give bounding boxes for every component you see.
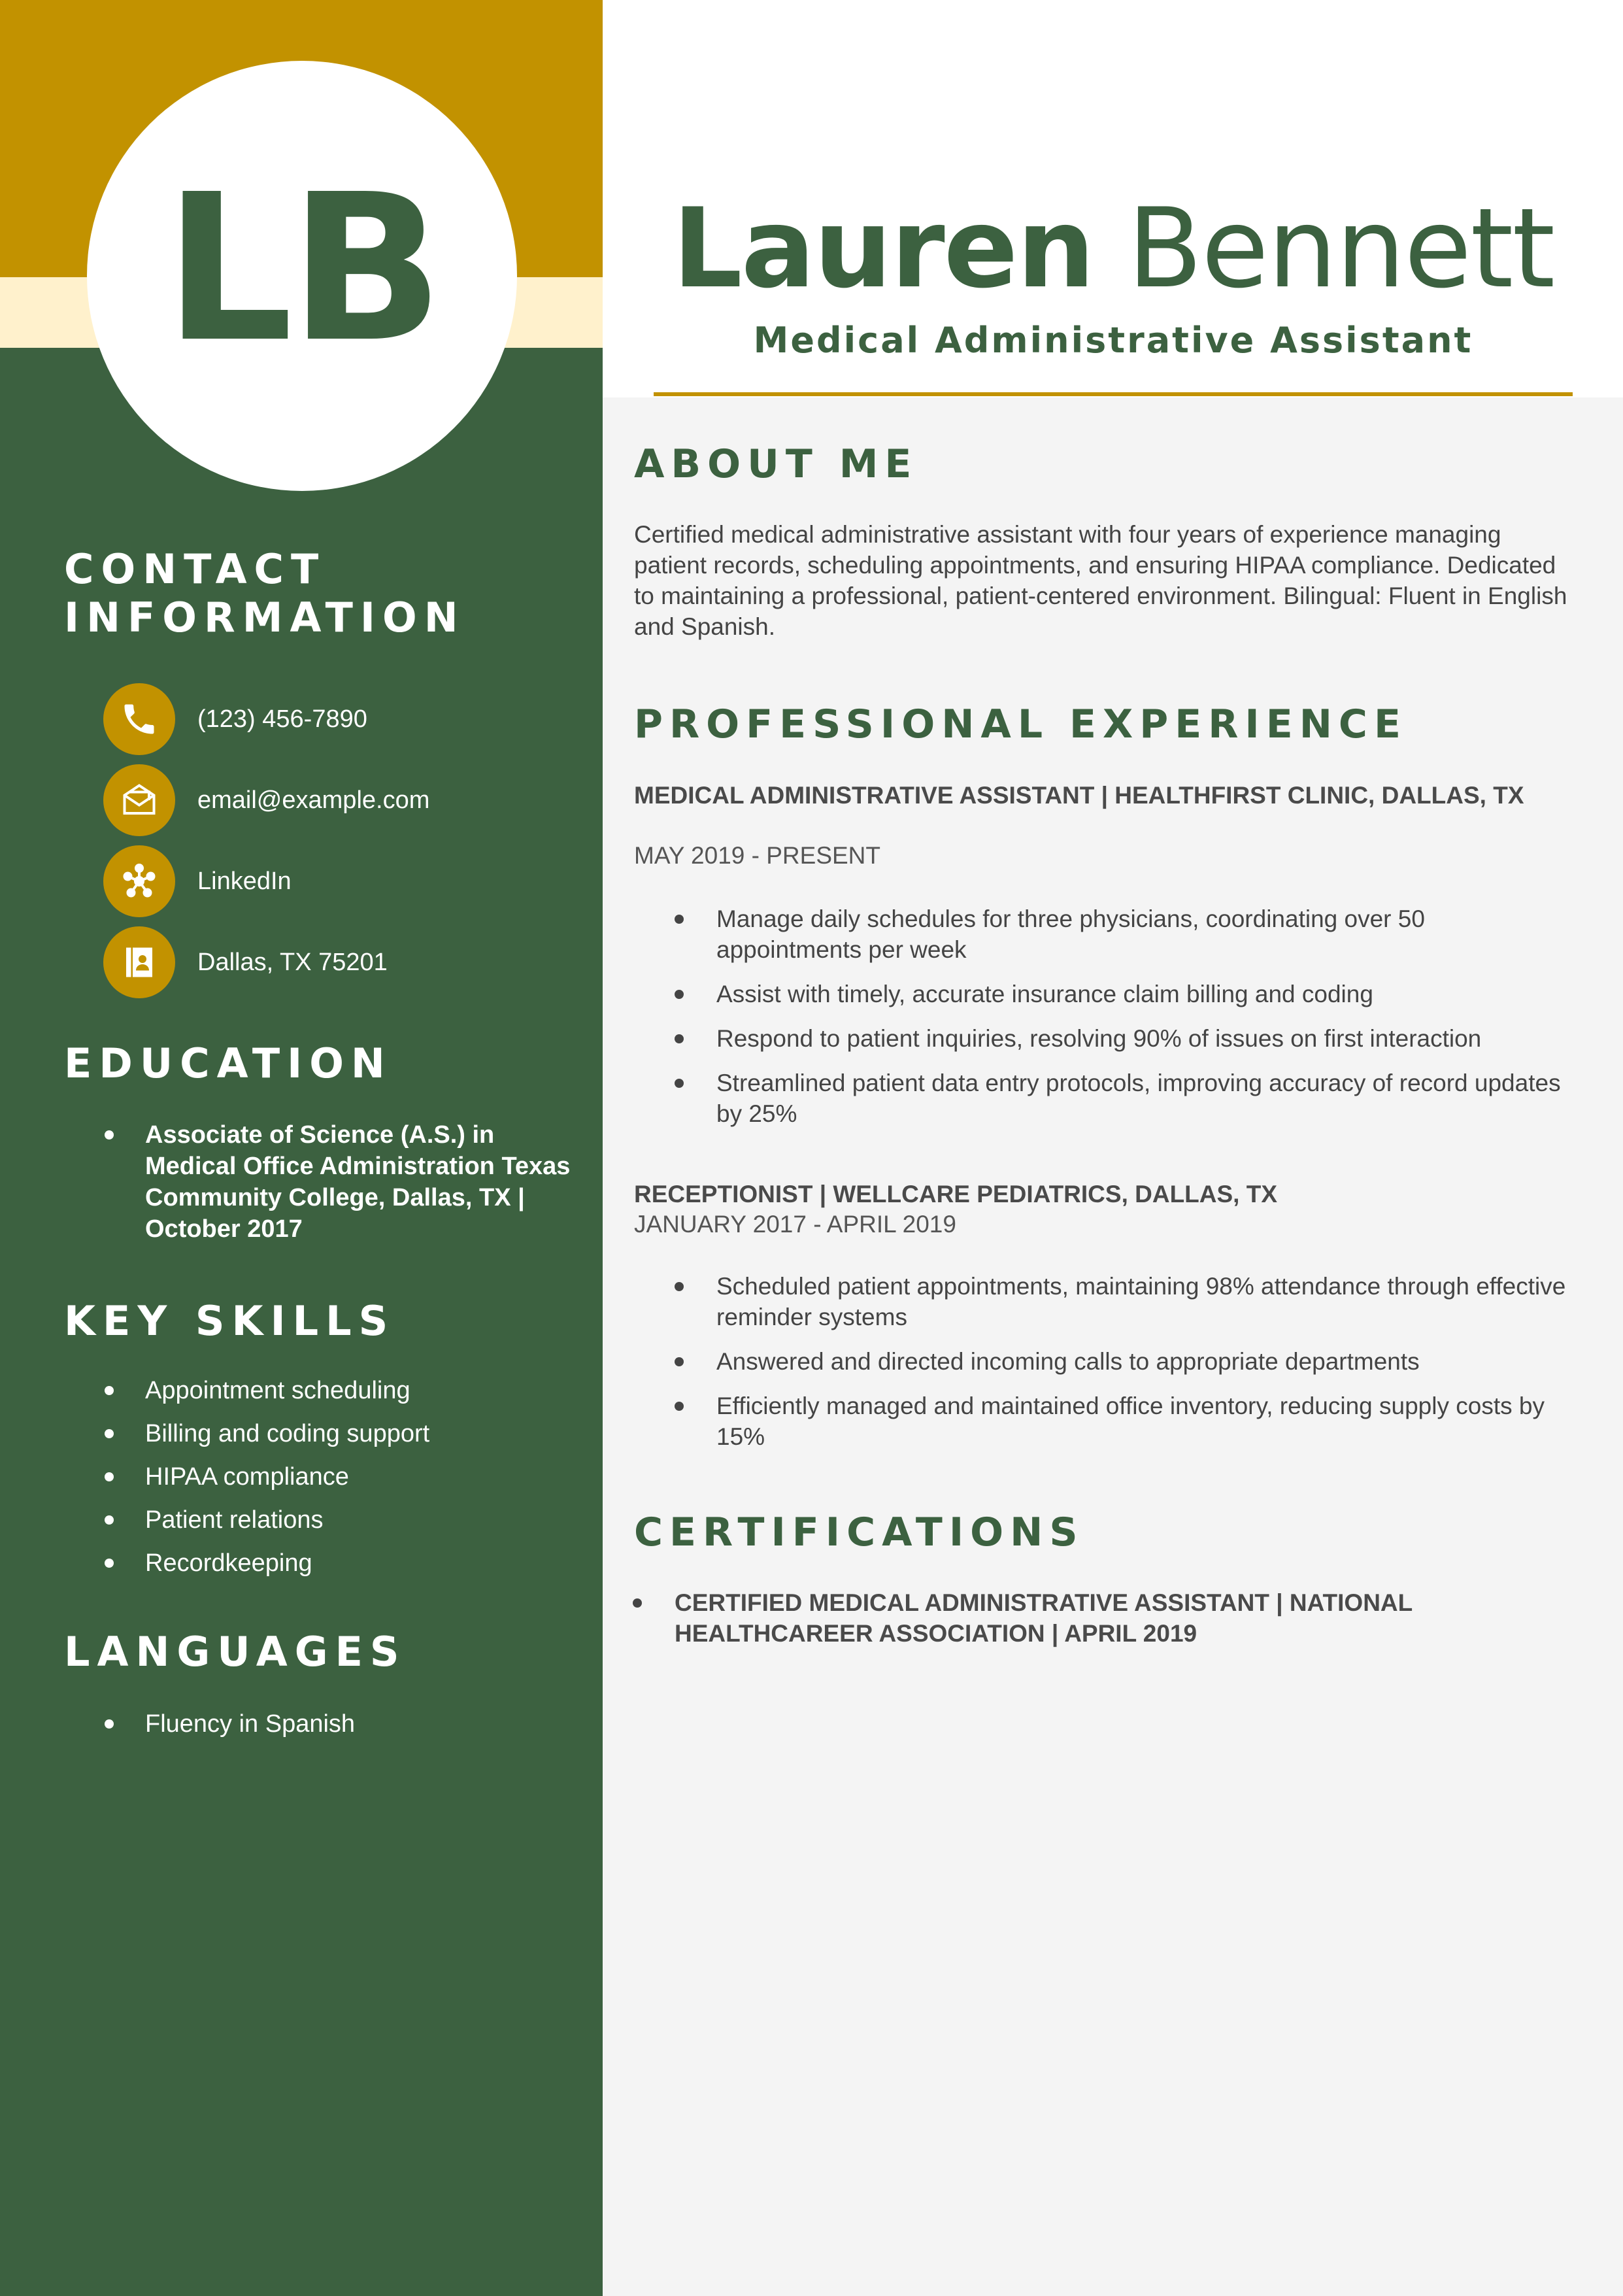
languages-list [105, 1709, 575, 1752]
contact-phone [103, 679, 574, 760]
email-icon [103, 764, 175, 836]
job-bullet: Manage daily schedules for three physicians, coordinating over 50 appointments per week [675, 903, 1577, 965]
job-bullet: Assist with timely, accurate insurance claim billing and coding [675, 979, 1577, 1009]
job-bullets-2 [675, 1271, 1577, 1466]
education-item: Associate of Science (A.S.) in Medical Office Administration Texas Community College, Dallas, TX | October 2017 [105, 1119, 575, 1245]
job-bullets-1 [675, 903, 1577, 1143]
job-bullet: Streamlined patient data entry protocols, improving accuracy of record updates by 25% [675, 1068, 1577, 1129]
experience-heading: PROFESSIONAL EXPERIENCE [634, 701, 1407, 747]
skills-heading: KEY SKILLS [64, 1297, 395, 1345]
monogram: LB [164, 151, 440, 387]
contact-address [103, 922, 574, 1003]
job-bullet: Answered and directed incoming calls to appropriate departments [675, 1346, 1577, 1377]
job-bullet: Efficiently managed and maintained office inventory, reducing supply costs by 15% [675, 1391, 1577, 1452]
address-text: Dallas, TX 75201 [197, 948, 388, 976]
candidate-name [654, 183, 1573, 314]
job-title-2: RECEPTIONIST | WELLCARE PEDIATRICS, DALLAS, TX [634, 1181, 1278, 1207]
about-heading: ABOUT ME [634, 441, 918, 487]
address-icon [103, 926, 175, 998]
email-text[interactable]: email@example.com [197, 786, 430, 814]
job-title: Medical Administrative Assistant [753, 320, 1473, 361]
certification-item: CERTIFIED MEDICAL ADMINISTRATIVE ASSISTANT | NATIONAL HEALTHCAREER ASSOCIATION | APRIL 2019 [633, 1587, 1574, 1649]
linkedin-link[interactable]: LinkedIn [197, 867, 292, 895]
phone-text[interactable]: (123) 456-7890 [197, 705, 367, 733]
about-text: Certified medical administrative assistant with four years of experience managing patient records, scheduling appointments, and ensuring HIPAA compliance. Dedicated to maintaining a professional, patient-centered environment. Bilingual: Fluent in English and Spanish. [634, 521, 1567, 640]
skill-item: Recordkeeping [105, 1548, 575, 1591]
contact-heading: CONTACT INFORMATION [64, 545, 465, 641]
certifications-list [633, 1587, 1574, 1649]
skills-list [105, 1376, 575, 1591]
job-title-1: MEDICAL ADMINISTRATIVE ASSISTANT | HEALTHFIRST CLINIC, DALLAS, TX [634, 782, 1524, 809]
linkedin-icon [103, 845, 175, 917]
first-name: Lauren [672, 184, 1094, 312]
contact-linkedin [103, 841, 574, 922]
job-bullet: Respond to patient inquiries, resolving 90% of issues on first interaction [675, 1023, 1577, 1054]
languages-heading: LANGUAGES [64, 1628, 407, 1676]
job-dates-1: MAY 2019 - PRESENT [634, 842, 880, 869]
last-name: Bennett [1127, 184, 1554, 312]
education-list [105, 1119, 575, 1245]
skill-item: Billing and coding support [105, 1419, 575, 1462]
phone-icon [103, 683, 175, 755]
skill-item: HIPAA compliance [105, 1462, 575, 1505]
language-item: Fluency in Spanish [105, 1709, 575, 1752]
job-dates-2: JANUARY 2017 - APRIL 2019 [634, 1211, 956, 1238]
contact-list [103, 679, 574, 1003]
skill-item: Patient relations [105, 1505, 575, 1548]
monogram-circle [87, 61, 517, 491]
contact-email [103, 760, 574, 841]
certifications-heading: CERTIFICATIONS [634, 1510, 1084, 1555]
skill-item: Appointment scheduling [105, 1376, 575, 1419]
job-bullet: Scheduled patient appointments, maintaining 98% attendance through effective reminder systems [675, 1271, 1577, 1332]
education-heading: EDUCATION [64, 1039, 392, 1087]
title-divider [654, 392, 1573, 396]
